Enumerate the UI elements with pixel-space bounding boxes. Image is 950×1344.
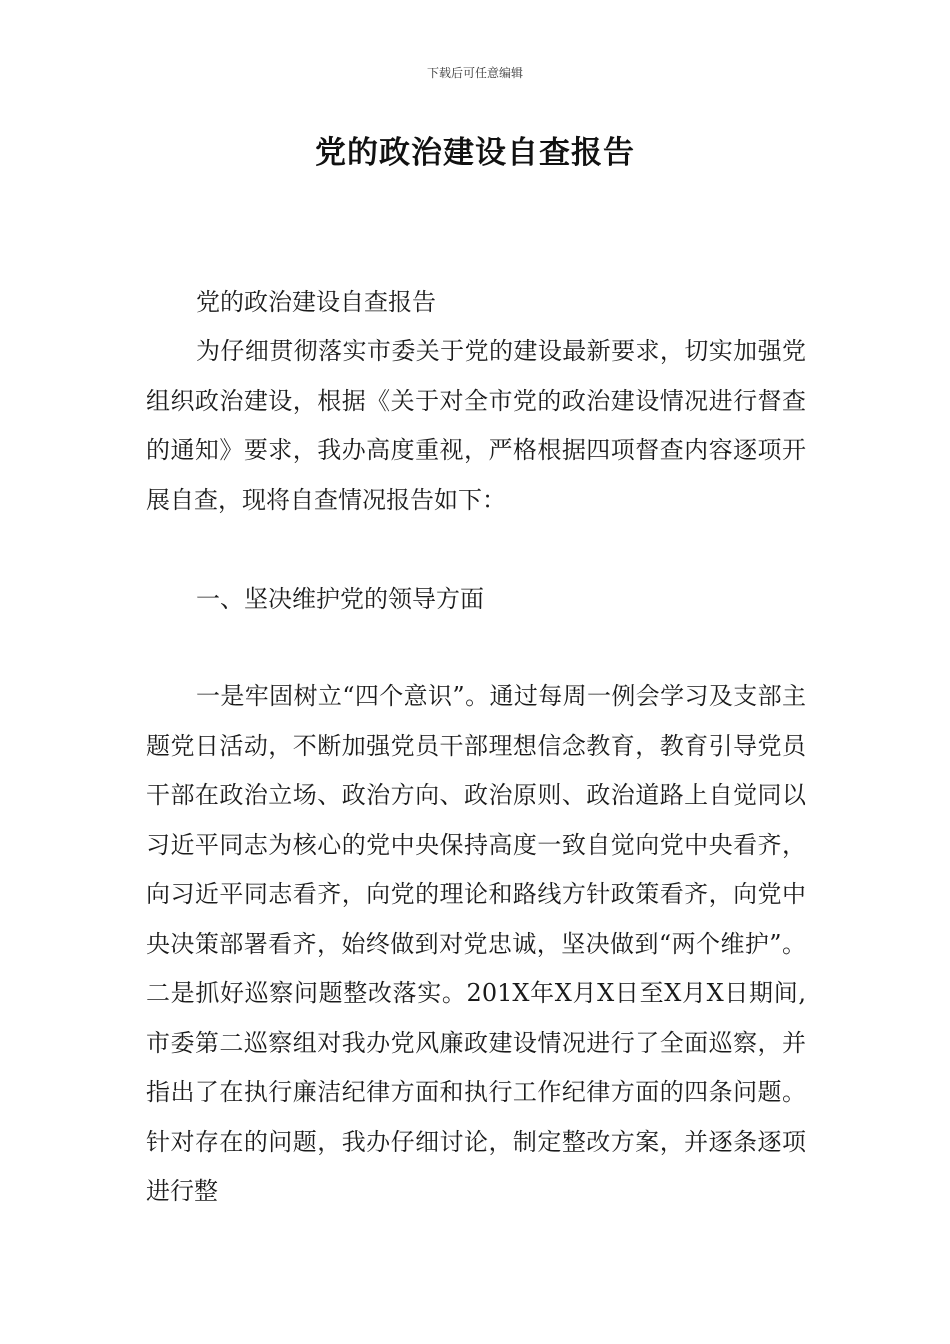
intro-paragraph: 为仔细贯彻落实市委关于党的建设最新要求，切实加强党组织政治建设，根据《关于对全市党的政治建设情况进行督查的通知》要求，我办高度重视，严格根据四项督查内容逐项开展自查，现将自查情况报告如下： [146, 337, 806, 514]
document-subtitle: 党的政治建设自查报告 [196, 288, 436, 316]
section-body-paragraph: 一是牢固树立“四个意识”。通过每周一例会学习及支部主题党日活动，不断加强党员干部理想信念教育，教育引导党员干部在政治立场、政治方向、政治原则、政治道路上自觉同以习近平同志为核心的党中央保持高度一致自觉向党中央看齐，向习近平同志看齐，向党的理论和路线方针政策看齐，向党中央决策部署看齐，始终做到对党忠诚，坚决做到“两个维护”。二是抓好巡察问题整改落实。201X年X月X日至X月X日期间,市委第二巡察组对我办党风廉政建设情况进行了全面巡察，并指出了在执行廉洁纪律方面和执行工作纪律方面的四条问题。针对存在的问题，我办仔细讨论，制定整改方案，并逐条逐项进行整 [146, 682, 806, 1205]
document-title: 党的政治建设自查报告 [315, 135, 635, 171]
header-note: 下载后可任意编辑 [426, 66, 523, 80]
section-heading: 一、坚决维护党的领导方面 [196, 585, 484, 613]
